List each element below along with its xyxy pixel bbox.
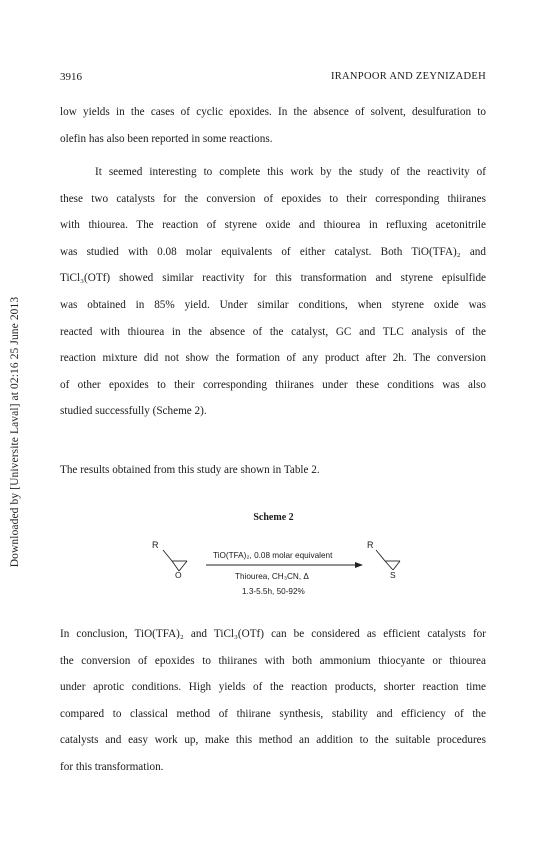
text-line: was studied with 0.08 molar equivalents of either catalyst. Both TiO(TFA)₂ and: [60, 245, 486, 258]
text-line: the conversion of epoxides to thiiranes with both ammonium thiocyante or thiourea: [60, 654, 486, 667]
text-line: under aprotic conditions. High yields of the reaction products, shorter reaction time: [60, 681, 486, 694]
carbon-oxygen-bond: [179, 561, 187, 571]
scheme-title: Scheme 2: [253, 512, 294, 523]
paragraph-1: [60, 105, 486, 158]
text-line: reaction mixture did not show the formation of any product after 2h. The conversion: [60, 352, 486, 365]
text-line: catalysts and easy work up, make this method an addition to the suitable procedures: [60, 734, 486, 747]
product-r-group: R: [367, 540, 374, 550]
substituent-bond: [163, 550, 172, 561]
substituent-bond: [376, 550, 385, 561]
text-line: In conclusion, TiO(TFA)₂ and TiCl₃(OTf) can be considered as efficient catalysts for: [60, 628, 486, 640]
text-line: TiCl₃(OTf) showed similar reactivity for this transformation and styrene episulfide: [60, 272, 486, 285]
text-line: olefin has also been reported in some reactions.: [60, 132, 273, 145]
arrow-head: [355, 562, 363, 568]
carbon-sulfur-bond: [385, 561, 393, 570]
epoxide-structure: [163, 550, 187, 571]
time-yield-condition: 1.3-5.5h, 50-92%: [242, 587, 305, 596]
reaction-arrow: [206, 562, 363, 568]
text-line: with thiourea. The reaction of styrene oxide and thiourea in refluxing acetonitrile: [60, 219, 486, 232]
page-number: 3916: [60, 71, 82, 83]
text-line: of other epoxides to their corresponding thiiranes under these conditions was also: [60, 378, 486, 391]
reactant-r-group: R: [152, 540, 159, 550]
text-line: It seemed interesting to complete this work by the study of the reactivity of: [95, 166, 486, 178]
sulfur-atom: S: [390, 570, 396, 580]
catalyst-condition: TiO(TFA)₂, 0.08 molar equivalent: [213, 551, 333, 560]
text-line: reacted with thiourea in the absence of the catalyst, GC and TLC analysis of the: [60, 325, 486, 338]
download-sidebar: [0, 0, 30, 864]
text-line: these two catalysts for the conversion of epoxides to their corresponding thiiranes: [60, 192, 486, 205]
carbon-oxygen-bond: [172, 561, 179, 571]
running-header: IRANPOOR AND ZEYNIZADEH: [330, 71, 486, 82]
paragraph-4: [60, 627, 486, 787]
text-line: low yields in the cases of cyclic epoxides. In the absence of solvent, desulfuration to: [60, 106, 486, 118]
reagent-condition: Thiourea, CH₃CN, Δ: [235, 572, 309, 581]
oxygen-atom: O: [175, 570, 182, 580]
text-line: compared to classical method of thiirane synthesis, stability and efficiency of the: [60, 707, 486, 720]
text-line: was obtained in 85% yield. Under similar conditions, when styrene oxide was: [60, 298, 486, 311]
carbon-sulfur-bond: [393, 561, 400, 570]
paragraph-3: [60, 463, 486, 490]
text-line: The results obtained from this study are shown in Table 2.: [60, 464, 320, 476]
thiirane-structure: [376, 550, 400, 570]
text-line: studied successfully (Scheme 2).: [60, 405, 207, 418]
paragraph-2: [60, 165, 486, 431]
download-notice: Downloaded by [Universite Laval] at 02:16 25 June 2013: [9, 296, 21, 568]
text-line: for this transformation.: [60, 760, 164, 773]
